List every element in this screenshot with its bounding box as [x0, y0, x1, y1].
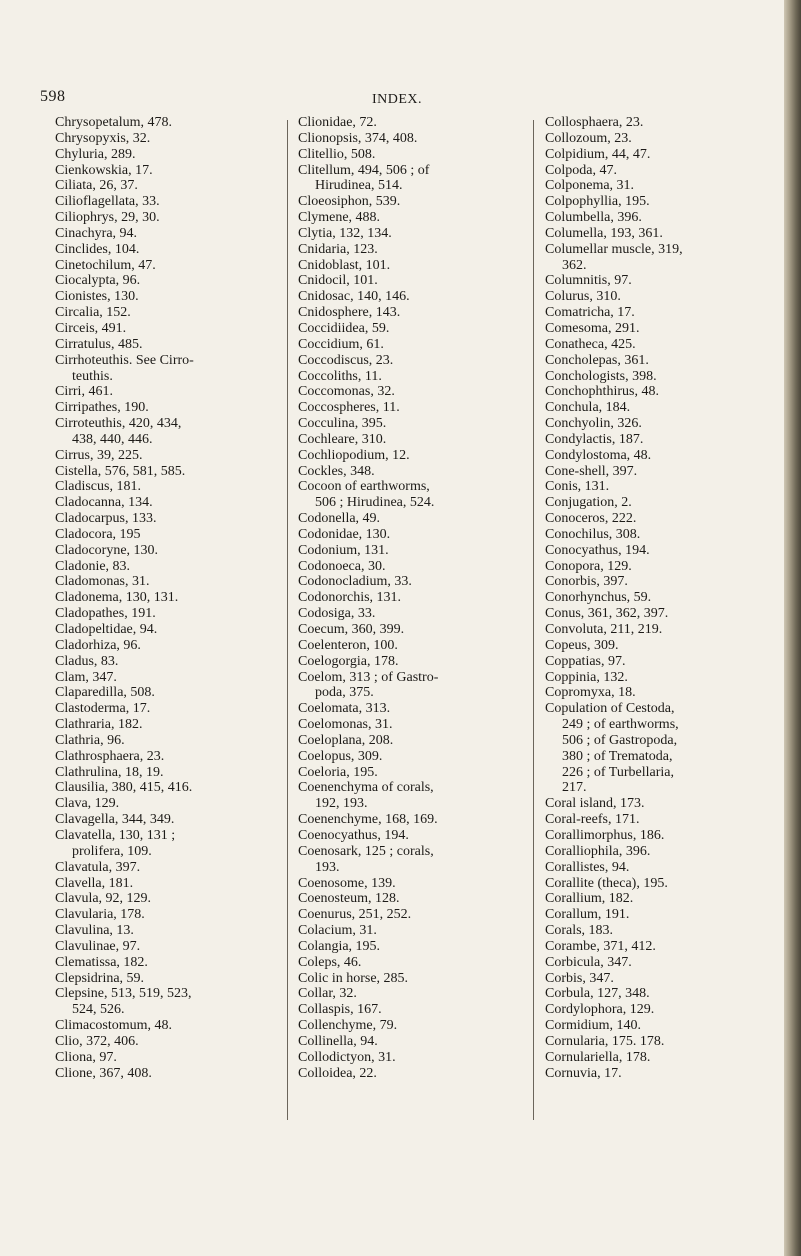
index-entry: Coeloria, 195.	[298, 764, 378, 780]
index-entry: Corbula, 127, 348.	[545, 986, 650, 1002]
index-entry: Cirratulus, 485.	[55, 336, 143, 352]
index-entry: Conchula, 184.	[545, 400, 631, 416]
index-entry: Coenosteum, 128.	[298, 891, 400, 907]
index-entry: Collozoum, 23.	[545, 130, 632, 146]
index-entry: Codonella, 49.	[298, 511, 381, 527]
index-column-3	[545, 115, 683, 1081]
index-entry: Coccidiidea, 59.	[298, 320, 390, 336]
index-entry-continuation: Hirudinea, 514.	[315, 178, 403, 194]
index-entry: Clione, 367, 408.	[55, 1065, 152, 1081]
index-entry: Cloeosiphon, 539.	[298, 194, 401, 210]
index-entry: Codonium, 131.	[298, 542, 389, 558]
index-entry: Conopora, 129.	[545, 558, 632, 574]
index-entry: Conorbis, 397.	[545, 574, 628, 590]
index-entry: Cladonie, 83.	[55, 558, 131, 574]
index-entry: Conchologists, 398.	[545, 368, 657, 384]
index-entry: Coccospheres, 11.	[298, 400, 400, 416]
index-entry: Chrysopetalum, 478.	[55, 115, 173, 130]
index-entry: Coelomata, 313.	[298, 701, 391, 717]
index-entry: Condylostoma, 48.	[545, 447, 652, 463]
index-entry: Ciliophrys, 29, 30.	[55, 210, 160, 226]
index-entry: Corallimorphus, 186.	[545, 827, 665, 843]
index-entry: Clam, 347.	[55, 669, 117, 685]
index-entry: Ciliata, 26, 37.	[55, 178, 138, 194]
index-entry: Corallite (theca), 195.	[545, 875, 668, 891]
index-entry: Clio, 372, 406.	[55, 1033, 139, 1049]
index-entry: Clastoderma, 17.	[55, 701, 151, 717]
index-entry: Coeloplana, 208.	[298, 732, 394, 748]
index-entry: Coelopus, 309.	[298, 748, 383, 764]
index-entry: Cordylophora, 129.	[545, 1002, 655, 1018]
index-entry: Clepsine, 513, 519, 523,	[55, 986, 192, 1002]
index-entry: Cladorhiza, 96.	[55, 637, 141, 653]
index-entry-continuation: 524, 526.	[72, 1002, 125, 1018]
index-entry: Corallium, 182.	[545, 891, 634, 907]
index-entry: Coral island, 173.	[545, 796, 645, 812]
index-entry: Clavula, 92, 129.	[55, 891, 152, 907]
index-entry: Columellar muscle, 319,	[545, 241, 683, 257]
index-entry: Clitellum, 494, 506 ; of	[298, 162, 430, 178]
index-entry: Comatricha, 17.	[545, 305, 635, 321]
index-entry: Cionistes, 130.	[55, 289, 139, 305]
index-entry: Codonorchis, 131.	[298, 590, 402, 606]
index-entry-continuation: 362.	[562, 257, 587, 273]
index-entry-continuation: teuthis.	[72, 368, 113, 384]
index-entry: Coenenchyme, 168, 169.	[298, 812, 438, 828]
index-entry: Clathrulina, 18, 19.	[55, 764, 164, 780]
index-entry: Convoluta, 211, 219.	[545, 622, 663, 637]
index-entry: Coenenchyma of corals,	[298, 780, 434, 796]
index-entry: Corallum, 191.	[545, 907, 630, 923]
index-entry: Collenchyme, 79.	[298, 1018, 398, 1034]
book-page-edge	[784, 0, 801, 1256]
index-entry: Cladonema, 130, 131.	[55, 590, 179, 606]
index-entry: Colpoda, 47.	[545, 162, 617, 178]
index-entry: Clavella, 181.	[55, 875, 134, 891]
index-entry: Cladocanna, 134.	[55, 495, 153, 511]
index-entry: Cistella, 576, 581, 585.	[55, 463, 186, 479]
index-entry: Cirripathes, 190.	[55, 400, 149, 416]
index-entry: Colic in horse, 285.	[298, 970, 409, 986]
index-entry: Cockles, 348.	[298, 463, 375, 479]
index-entry: Cone-shell, 397.	[545, 463, 638, 479]
index-entry: Coenosome, 139.	[298, 875, 396, 891]
index-entry: Ciocalypta, 96.	[55, 273, 141, 289]
index-entry: Cnidoblast, 101.	[298, 257, 391, 273]
index-entry: Coccomonas, 32.	[298, 384, 395, 400]
index-entry: Colurus, 310.	[545, 289, 621, 305]
index-entry-continuation: 438, 440, 446.	[72, 431, 153, 447]
index-entry: Cladiscus, 181.	[55, 479, 141, 495]
index-entry: Cladocoryne, 130.	[55, 542, 159, 558]
index-entry: Colpidium, 44, 47.	[545, 146, 651, 162]
index-entry: Conochilus, 308.	[545, 526, 641, 542]
index-entry: Collar, 32.	[298, 986, 357, 1002]
index-entry: Cornuvia, 17.	[545, 1065, 622, 1081]
index-entry: Conoceros, 222.	[545, 511, 637, 527]
index-entry: Corallistes, 94.	[545, 859, 630, 875]
index-entry: Corbicula, 347.	[545, 954, 632, 970]
index-entry: Cornularia, 175. 178.	[545, 1033, 665, 1049]
column-rule-1	[287, 120, 288, 1120]
index-entry: Cnidosac, 140, 146.	[298, 289, 410, 305]
index-entry-continuation: 380 ; of Trematoda,	[562, 748, 673, 764]
index-entry: Cladopeltidae, 94.	[55, 622, 158, 637]
index-entry: Clymene, 488.	[298, 210, 381, 226]
index-entry: Clavulinae, 97.	[55, 938, 141, 954]
index-entry: Cirroteuthis, 420, 434,	[55, 416, 182, 432]
index-entry: Collosphaera, 23.	[545, 115, 644, 130]
index-entry: Circeis, 491.	[55, 320, 127, 336]
index-entry: Colpophyllia, 195.	[545, 194, 650, 210]
index-entry: Clitellio, 508.	[298, 146, 376, 162]
index-entry-continuation: 506 ; of Gastropoda,	[562, 732, 678, 748]
page-number: 598	[40, 88, 66, 105]
index-entry-continuation: 226 ; of Turbellaria,	[562, 764, 674, 780]
index-entry: Clionopsis, 374, 408.	[298, 130, 418, 146]
index-entry-continuation: 506 ; Hirudinea, 524.	[315, 495, 435, 511]
index-entry: Coecum, 360, 399.	[298, 622, 405, 637]
index-entry: Cladocarpus, 133.	[55, 511, 157, 527]
index-entry-continuation: 249 ; of earthworms,	[562, 717, 679, 733]
index-entry: Conjugation, 2.	[545, 495, 632, 511]
index-entry: Coenosark, 125 ; corals,	[298, 843, 434, 859]
index-entry-continuation: 193.	[315, 859, 340, 875]
index-entry-continuation: prolifera, 109.	[72, 843, 152, 859]
index-entry: Cochleare, 310.	[298, 431, 387, 447]
index-entry: Cnidaria, 123.	[298, 241, 378, 257]
index-entry: Clavagella, 344, 349.	[55, 812, 175, 828]
index-entry: Clathrosphaera, 23.	[55, 748, 165, 764]
index-entry: Clytia, 132, 134.	[298, 225, 392, 241]
index-entry: Conocyathus, 194.	[545, 542, 650, 558]
index-entry: Colangia, 195.	[298, 938, 381, 954]
index-entry: Conorhynchus, 59.	[545, 590, 652, 606]
index-entry: Coralliophila, 396.	[545, 843, 651, 859]
running-head: INDEX.	[372, 92, 423, 107]
index-entry: Copulation of Cestoda,	[545, 701, 675, 717]
index-entry: Comesoma, 291.	[545, 320, 640, 336]
index-entry: Conis, 131.	[545, 479, 610, 495]
index-entry: Climacostomum, 48.	[55, 1018, 173, 1034]
index-entry: Colponema, 31.	[545, 178, 635, 194]
index-entry: Columbella, 396.	[545, 210, 642, 226]
index-entry: Cnidocil, 101.	[298, 273, 378, 289]
index-entry: Cornulariella, 178.	[545, 1049, 651, 1065]
column-rule-2	[533, 120, 534, 1120]
index-entry: Corbis, 347.	[545, 970, 614, 986]
index-entry: Coccidium, 61.	[298, 336, 384, 352]
index-entry: Cirrus, 39, 225.	[55, 447, 143, 463]
index-entry: Collinella, 94.	[298, 1033, 378, 1049]
index-entry: Codonocladium, 33.	[298, 574, 412, 590]
index-entry: Clausilia, 380, 415, 416.	[55, 780, 193, 796]
index-entry: Cliona, 97.	[55, 1049, 117, 1065]
index-entry: Concholepas, 361.	[545, 352, 649, 368]
index-entry: Collaspis, 167.	[298, 1002, 382, 1018]
index-entry: Cochliopodium, 12.	[298, 447, 410, 463]
index-entry: Copeus, 309.	[545, 637, 619, 653]
index-entry: Coenurus, 251, 252.	[298, 907, 412, 923]
index-entry: Codonidae, 130.	[298, 526, 391, 542]
index-entry: Circalia, 152.	[55, 305, 131, 321]
index-entry: Corambe, 371, 412.	[545, 938, 656, 954]
index-entry: Coppatias, 97.	[545, 653, 626, 669]
index-entry: Clepsidrina, 59.	[55, 970, 145, 986]
index-entry: Coppinia, 132.	[545, 669, 628, 685]
index-entry: Collodictyon, 31.	[298, 1049, 396, 1065]
index-entry: Cocculina, 395.	[298, 416, 387, 432]
index-entry-continuation: 217.	[562, 780, 587, 796]
index-entry: Cocoon of earthworms,	[298, 479, 430, 495]
index-column-1	[55, 115, 194, 1081]
index-entry: Cirri, 461.	[55, 384, 113, 400]
index-entry: Coleps, 46.	[298, 954, 362, 970]
index-entry: Coccodiscus, 23.	[298, 352, 394, 368]
index-entry: Cladopathes, 191.	[55, 606, 156, 622]
index-entry: Coral-reefs, 171.	[545, 812, 640, 828]
index-entry: Cienkowskia, 17.	[55, 162, 153, 178]
index-column-2	[298, 115, 438, 1081]
index-entry: Coenocyathus, 194.	[298, 827, 409, 843]
index-entry: Clavulina, 13.	[55, 923, 134, 939]
index-entry: Corals, 183.	[545, 923, 614, 939]
index-entry: Claparedilla, 508.	[55, 685, 155, 701]
index-entry: Cormidium, 140.	[545, 1018, 642, 1034]
index-entry: Conchyolin, 326.	[545, 416, 642, 432]
index-entry: Coccoliths, 11.	[298, 368, 382, 384]
index-entry: Cladocora, 195	[55, 526, 141, 542]
index-entry: Copromyxa, 18.	[545, 685, 636, 701]
index-entry: Chyluria, 289.	[55, 146, 136, 162]
index-entry: Cirrhoteuthis. See Cirro-	[55, 352, 194, 368]
index-entry: Coelomonas, 31.	[298, 717, 393, 733]
index-entry: Clathria, 96.	[55, 732, 125, 748]
index-entry: Clava, 129.	[55, 796, 120, 812]
index-entry: Columella, 193, 361.	[545, 225, 663, 241]
index-entry-continuation: 192, 193.	[315, 796, 368, 812]
index-entry: Cnidosphere, 143.	[298, 305, 401, 321]
index-entry: Cladus, 83.	[55, 653, 119, 669]
index-entry: Clavatula, 397.	[55, 859, 141, 875]
index-entry: Coelogorgia, 178.	[298, 653, 399, 669]
index-entry: Codosiga, 33.	[298, 606, 376, 622]
index-entry: Chrysopyxis, 32.	[55, 130, 151, 146]
index-entry: Conatheca, 425.	[545, 336, 636, 352]
index-entry: Clionidae, 72.	[298, 115, 377, 130]
index-entry: Conus, 361, 362, 397.	[545, 606, 669, 622]
index-entry: Coelenteron, 100.	[298, 637, 398, 653]
index-entry: Cilioflagellata, 33.	[55, 194, 160, 210]
index-entry: Cinachyra, 94.	[55, 225, 138, 241]
index-entry: Codonoeca, 30.	[298, 558, 386, 574]
index-entry: Clavatella, 130, 131 ;	[55, 827, 176, 843]
index-entry: Cinetochilum, 47.	[55, 257, 156, 273]
index-entry: Clathraria, 182.	[55, 717, 143, 733]
index-entry-continuation: poda, 375.	[315, 685, 374, 701]
index-entry: Coelom, 313 ; of Gastro-	[298, 669, 439, 685]
index-entry: Conchophthirus, 48.	[545, 384, 659, 400]
index-entry: Columnitis, 97.	[545, 273, 632, 289]
index-entry: Colacium, 31.	[298, 923, 377, 939]
index-entry: Clematissa, 182.	[55, 954, 148, 970]
index-entry: Colloidea, 22.	[298, 1065, 377, 1081]
index-entry: Clavularia, 178.	[55, 907, 145, 923]
index-entry: Cladomonas, 31.	[55, 574, 150, 590]
index-entry: Condylactis, 187.	[545, 431, 644, 447]
index-entry: Cinclides, 104.	[55, 241, 140, 257]
